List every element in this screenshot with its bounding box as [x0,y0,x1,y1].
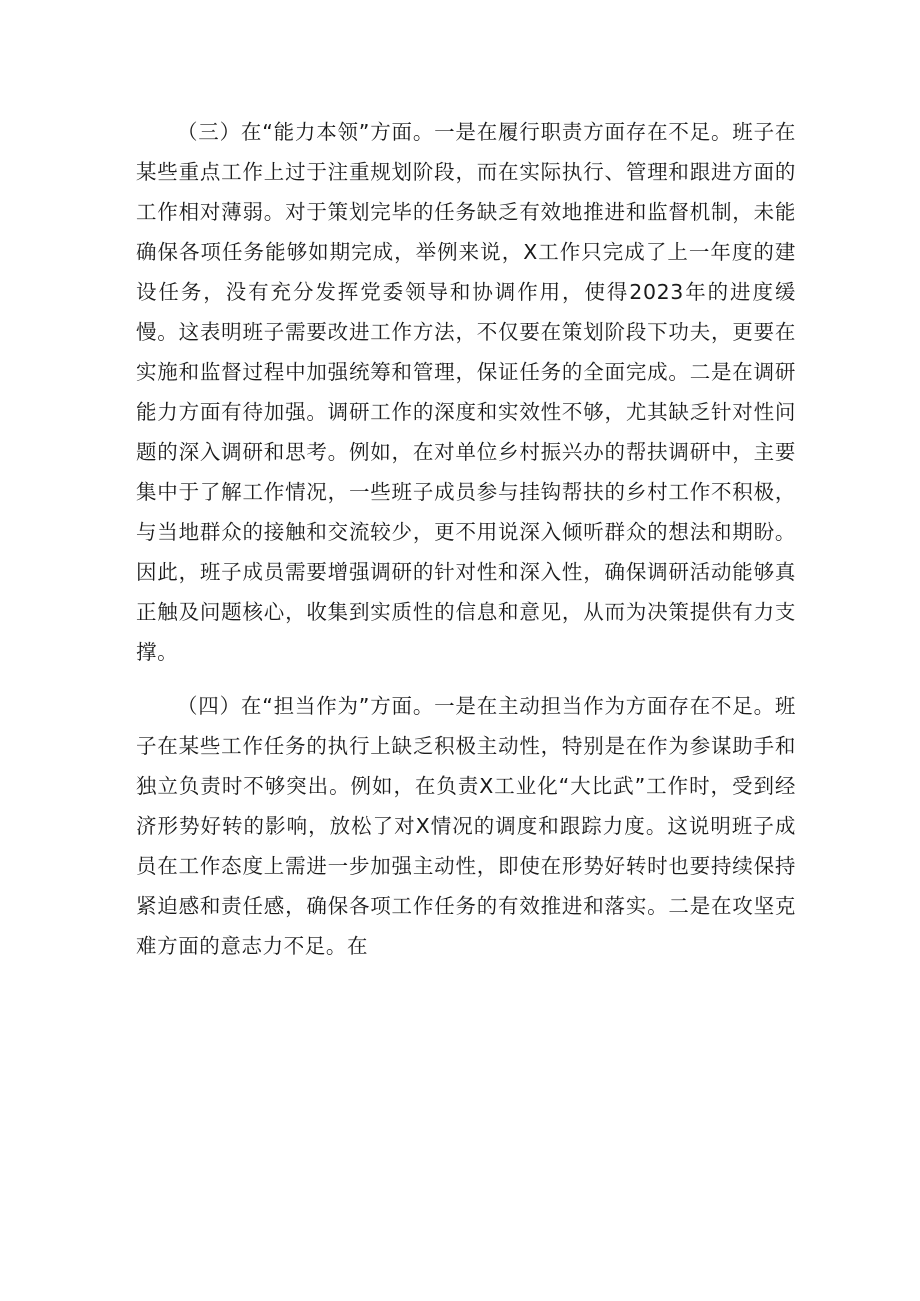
paragraph-ability: （三）在“能力本领”方面。一是在履行职责方面存在不足。班子在某些重点工作上过于注重规划阶段，而在实际执行、管理和跟进方面的工作相对薄弱。对于策划完毕的任务缺乏有效地推进和监督机制，未能确保各项任务能够如期完成，举例来说，X工作只完成了上一年度的建设任务，没有充分发挥党委领导和协调作用，使得2023年的进度缓慢。这表明班子需要改进工作方法，不仅要在策划阶段下功夫，更要在实施和监督过程中加强统筹和管理，保证任务的全面完成。二是在调研能力方面有待加强。调研工作的深度和实效性不够，尤其缺乏针对性问题的深入调研和思考。例如，在对单位乡村振兴办的帮扶调研中，主要集中于了解工作情况，一些班子成员参与挂钩帮扶的乡村工作不积极，与当地群众的接触和交流较少，更不用说深入倾听群众的想法和期盼。因此，班子成员需要增强调研的针对性和深入性，确保调研活动能够真正触及问题核心，收集到实质性的信息和意见，从而为决策提供有力支撑。 [136,120,796,664]
document-body [136,112,796,966]
paragraph-responsibility: （四）在“担当作为”方面。一是在主动担当作为方面存在不足。班子在某些工作任务的执行上缺乏积极主动性，特别是在作为参谋助手和独立负责时不够突出。例如，在负责X工业化“大比武”工作时，受到经济形势好转的影响，放松了对X情况的调度和跟踪力度。这说明班子成员在工作态度上需进一步加强主动性，即使在形势好转时也要持续保持紧迫感和责任感，确保各项工作任务的有效推进和落实。二是在攻坚克难方面的意志力不足。在 [136,694,796,958]
